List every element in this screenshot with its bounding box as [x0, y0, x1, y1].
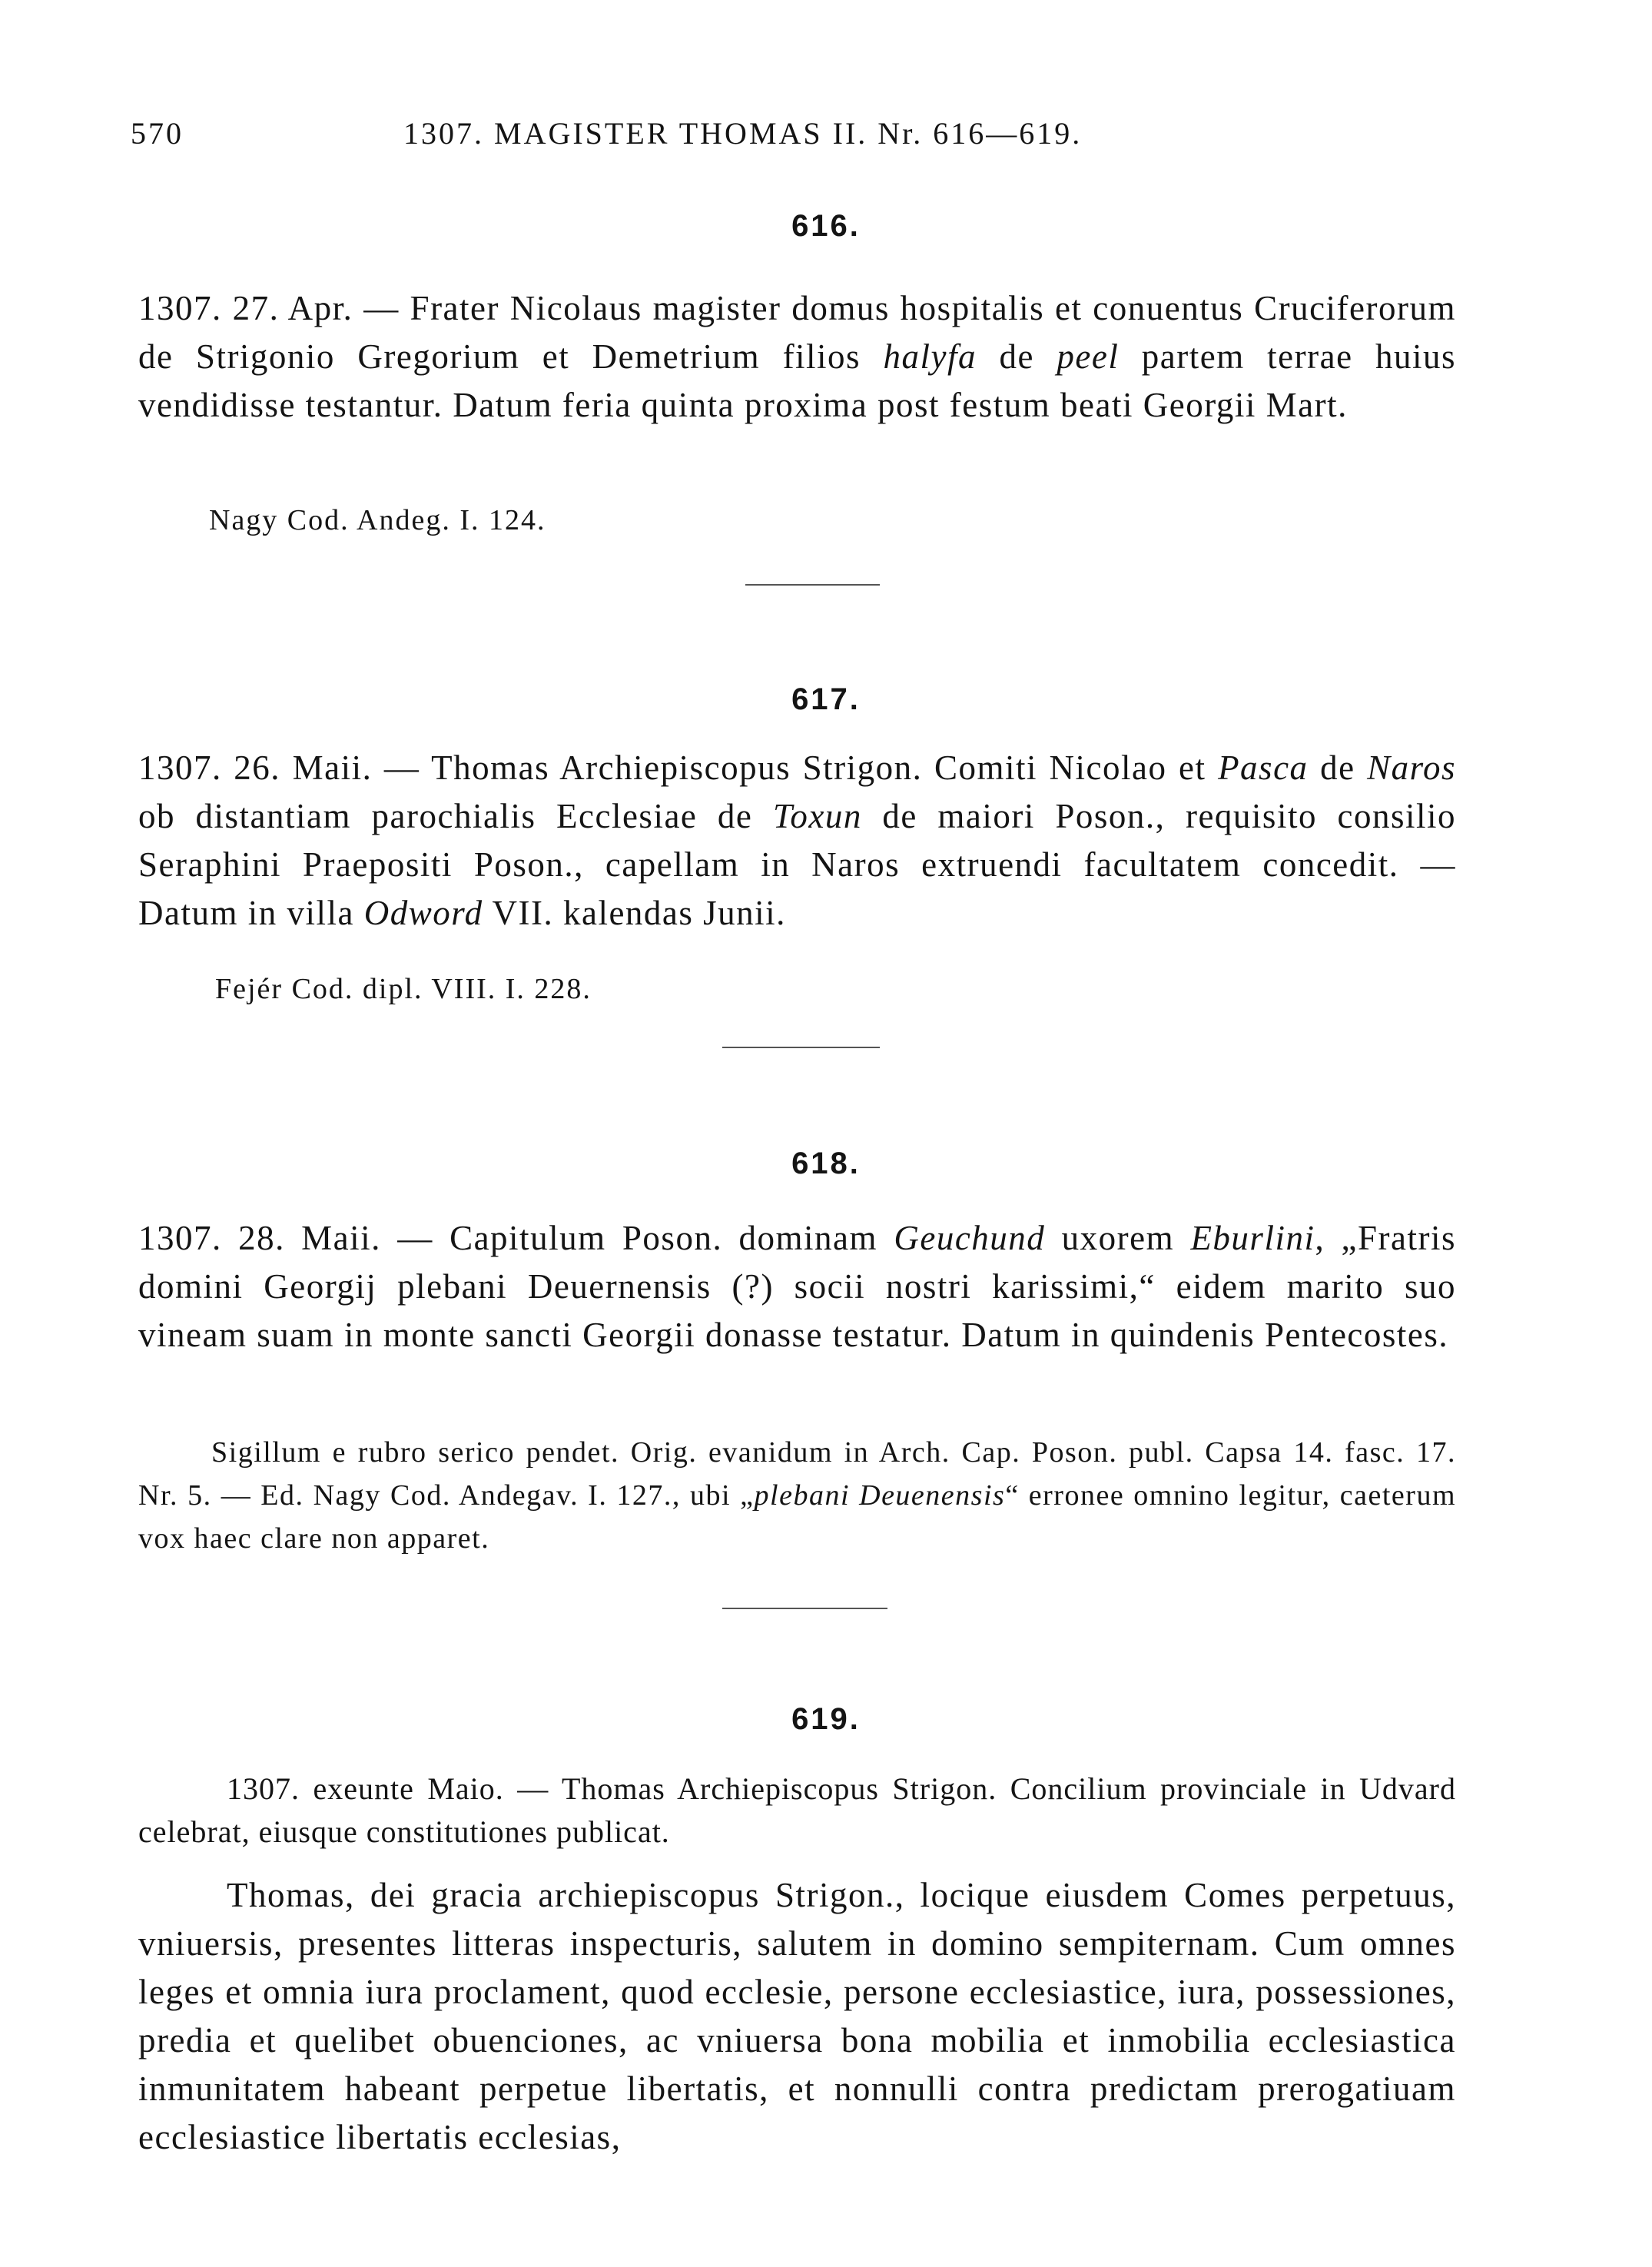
text-run: uxorem	[1045, 1219, 1191, 1257]
separator-rule	[722, 1608, 887, 1609]
entry-regest	[138, 284, 1456, 430]
page-number: 570	[131, 116, 184, 151]
italic-text: peel	[1057, 337, 1120, 376]
text-run: VII. kalendas Junii.	[483, 894, 786, 932]
text-run: ob distantiam parochialis Ecclesiae de	[138, 797, 773, 835]
separator-rule	[722, 1047, 880, 1048]
text-run: 1307. 26. Maii. — Thomas Archiepiscopus Strigon. Comiti Nicolao et	[138, 748, 1219, 787]
entry-body: Thomas, dei gracia archiepiscopus Strigon., locique eiusdem Comes perpetuus, vniuersis, presentes litteras inspecturis, salutem in domino sempiternam. Cum omnes leges et omnia iura proclament, quod ecclesie, persone ecclesiastice, iura, possessiones, predia et quelibet obuenciones, ac vniuersa bona mobilia et inmobilia ecclesiastica inmunitatem habeant perpetue libertatis, et nonnulli contra predictam prerogatiuam ecclesiastice libertatis ecclesias,	[138, 1876, 1456, 2156]
text-run: de	[1308, 748, 1368, 787]
italic-text: Naros	[1367, 748, 1456, 787]
text-run: de maiori Poson., requisito consilio Seraphini Praepositi Poson., capellam in Naros extruendi facultatem concedit. — Datum in villa	[138, 797, 1456, 932]
entry-note	[138, 1431, 1456, 1560]
entry-regest	[138, 1767, 1456, 1854]
entry-number: 616.	[791, 209, 861, 243]
entry-source: Nagy Cod. Andeg. I. 124.	[209, 504, 546, 536]
entry-regest	[138, 1214, 1456, 1359]
italic-text: Odword	[363, 894, 483, 932]
italic-text: Toxun	[772, 797, 862, 835]
separator-rule	[745, 584, 880, 586]
italic-text: halyfa	[883, 337, 977, 376]
entry-number: 619.	[791, 1702, 861, 1736]
text-run: “ erronee omnino legitur, caeterum vox haec clare non apparet.	[138, 1479, 1457, 1555]
entry-number: 617.	[791, 682, 861, 716]
running-title: 1307. MAGISTER THOMAS II. Nr. 616—619.	[403, 116, 1083, 151]
entry-regest	[138, 744, 1456, 938]
text-run: 1307. 28. Maii. — Capitulum Poson. dominam	[138, 1219, 894, 1257]
text-run: partem terrae huius vendidisse testantur. Datum feria quinta proxima post festum beati Georgii Mart.	[138, 337, 1457, 424]
entry-number: 618.	[791, 1147, 861, 1180]
page-header	[131, 115, 1437, 161]
text-run: Sigillum e rubro serico pendet. Orig. evanidum in Arch. Cap. Poson. publ. Capsa 14. fasc. 17. Nr. 5. — Ed. Nagy Cod. Andegav. I. 127., ubi „	[138, 1436, 1456, 1512]
text-run: 1307. exeunte Maio. — Thomas Archiepiscopus Strigon. Concilium provinciale in Udvard celebrat, eiusque constitutiones publicat.	[138, 1771, 1456, 1849]
italic-text: plebani Deuenensis	[754, 1479, 1006, 1512]
text-run: de	[977, 337, 1057, 376]
italic-text: Geuchund	[894, 1219, 1046, 1257]
italic-text: Pasca	[1218, 748, 1309, 787]
italic-text: Eburlini	[1190, 1219, 1315, 1257]
text-run: , „Fratris domini Georgij plebani Deuernensis (?) socii nostri karissimi,“ eidem marito suo vineam suam in monte sancti Georgii donasse testatur. Datum in quindenis Pentecostes.	[138, 1219, 1456, 1354]
text-run: 1307. 27. Apr. — Frater Nicolaus magister domus hospitalis et conuentus Cruciferorum de Strigonio Gregorium et Demetrium filios	[138, 289, 1456, 376]
entry-source: Fejér Cod. dipl. VIII. I. 228.	[215, 973, 592, 1005]
